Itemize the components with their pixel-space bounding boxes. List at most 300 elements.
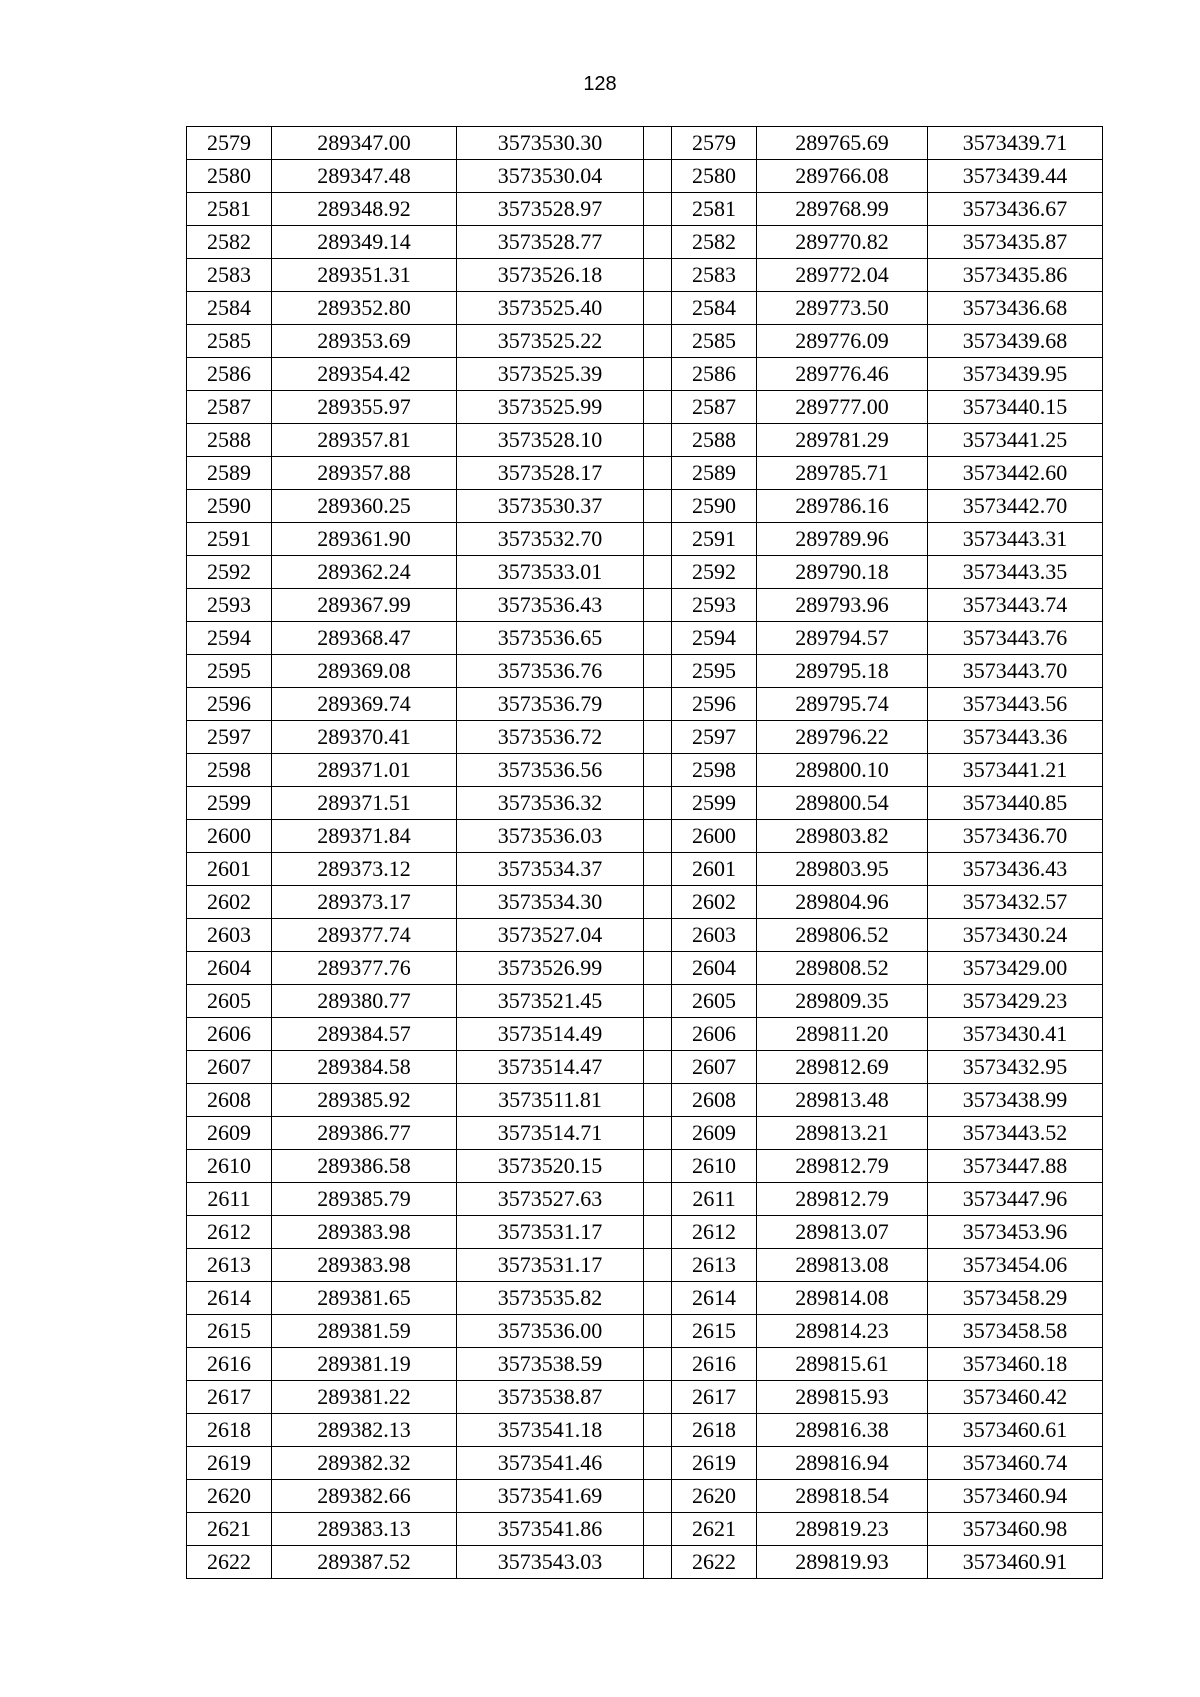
- point-id-left: 2593: [187, 589, 272, 622]
- x-coord-left: 289347.48: [272, 160, 457, 193]
- table-row: [187, 820, 1103, 853]
- x-coord-right: 289814.23: [757, 1315, 928, 1348]
- x-coord-right: 289816.94: [757, 1447, 928, 1480]
- spacer-cell: [644, 1447, 672, 1480]
- table-row: [187, 952, 1103, 985]
- y-coord-left: 3573530.30: [457, 127, 644, 160]
- table-row: [187, 721, 1103, 754]
- table-row: [187, 226, 1103, 259]
- table-row: [187, 160, 1103, 193]
- point-id-right: 2609: [672, 1117, 757, 1150]
- y-coord-left: 3573534.30: [457, 886, 644, 919]
- x-coord-left: 289371.51: [272, 787, 457, 820]
- x-coord-right: 289815.61: [757, 1348, 928, 1381]
- point-id-right: 2598: [672, 754, 757, 787]
- y-coord-right: 3573429.23: [928, 985, 1103, 1018]
- y-coord-left: 3573511.81: [457, 1084, 644, 1117]
- spacer-cell: [644, 325, 672, 358]
- table-row: [187, 1513, 1103, 1546]
- table-row: [187, 1249, 1103, 1282]
- y-coord-left: 3573536.79: [457, 688, 644, 721]
- x-coord-right: 289806.52: [757, 919, 928, 952]
- table-row: [187, 325, 1103, 358]
- spacer-cell: [644, 127, 672, 160]
- point-id-left: 2614: [187, 1282, 272, 1315]
- y-coord-right: 3573436.43: [928, 853, 1103, 886]
- x-coord-left: 289381.19: [272, 1348, 457, 1381]
- spacer-cell: [644, 1480, 672, 1513]
- x-coord-right: 289776.09: [757, 325, 928, 358]
- x-coord-left: 289367.99: [272, 589, 457, 622]
- y-coord-right: 3573460.98: [928, 1513, 1103, 1546]
- point-id-left: 2596: [187, 688, 272, 721]
- point-id-right: 2615: [672, 1315, 757, 1348]
- y-coord-right: 3573460.91: [928, 1546, 1103, 1579]
- x-coord-left: 289382.32: [272, 1447, 457, 1480]
- x-coord-right: 289773.50: [757, 292, 928, 325]
- x-coord-left: 289387.52: [272, 1546, 457, 1579]
- y-coord-right: 3573430.41: [928, 1018, 1103, 1051]
- spacer-cell: [644, 1414, 672, 1447]
- point-id-left: 2608: [187, 1084, 272, 1117]
- point-id-left: 2592: [187, 556, 272, 589]
- x-coord-left: 289368.47: [272, 622, 457, 655]
- x-coord-right: 289770.82: [757, 226, 928, 259]
- point-id-left: 2579: [187, 127, 272, 160]
- y-coord-right: 3573454.06: [928, 1249, 1103, 1282]
- y-coord-left: 3573527.63: [457, 1183, 644, 1216]
- point-id-left: 2585: [187, 325, 272, 358]
- x-coord-right: 289814.08: [757, 1282, 928, 1315]
- x-coord-left: 289381.59: [272, 1315, 457, 1348]
- table-row: [187, 1315, 1103, 1348]
- spacer-cell: [644, 1249, 672, 1282]
- y-coord-right: 3573443.56: [928, 688, 1103, 721]
- point-id-left: 2605: [187, 985, 272, 1018]
- point-id-left: 2582: [187, 226, 272, 259]
- y-coord-left: 3573514.49: [457, 1018, 644, 1051]
- table-row: [187, 193, 1103, 226]
- point-id-right: 2601: [672, 853, 757, 886]
- table-row: [187, 1546, 1103, 1579]
- x-coord-left: 289384.58: [272, 1051, 457, 1084]
- spacer-cell: [644, 886, 672, 919]
- x-coord-right: 289777.00: [757, 391, 928, 424]
- y-coord-right: 3573438.99: [928, 1084, 1103, 1117]
- x-coord-right: 289790.18: [757, 556, 928, 589]
- point-id-right: 2597: [672, 721, 757, 754]
- point-id-left: 2606: [187, 1018, 272, 1051]
- point-id-left: 2602: [187, 886, 272, 919]
- point-id-right: 2602: [672, 886, 757, 919]
- spacer-cell: [644, 1183, 672, 1216]
- spacer-cell: [644, 292, 672, 325]
- spacer-cell: [644, 1282, 672, 1315]
- y-coord-right: 3573443.36: [928, 721, 1103, 754]
- table-row: [187, 589, 1103, 622]
- spacer-cell: [644, 688, 672, 721]
- spacer-cell: [644, 193, 672, 226]
- x-coord-right: 289812.69: [757, 1051, 928, 1084]
- point-id-left: 2583: [187, 259, 272, 292]
- y-coord-left: 3573541.86: [457, 1513, 644, 1546]
- point-id-left: 2587: [187, 391, 272, 424]
- y-coord-right: 3573439.68: [928, 325, 1103, 358]
- spacer-cell: [644, 160, 672, 193]
- spacer-cell: [644, 1546, 672, 1579]
- x-coord-left: 289353.69: [272, 325, 457, 358]
- table-row: [187, 391, 1103, 424]
- point-id-left: 2581: [187, 193, 272, 226]
- point-id-right: 2594: [672, 622, 757, 655]
- point-id-right: 2603: [672, 919, 757, 952]
- y-coord-left: 3573528.10: [457, 424, 644, 457]
- spacer-cell: [644, 1216, 672, 1249]
- y-coord-right: 3573435.86: [928, 259, 1103, 292]
- x-coord-left: 289357.88: [272, 457, 457, 490]
- x-coord-left: 289354.42: [272, 358, 457, 391]
- point-id-right: 2614: [672, 1282, 757, 1315]
- y-coord-left: 3573538.59: [457, 1348, 644, 1381]
- x-coord-right: 289813.08: [757, 1249, 928, 1282]
- point-id-left: 2591: [187, 523, 272, 556]
- x-coord-left: 289383.98: [272, 1249, 457, 1282]
- y-coord-left: 3573514.47: [457, 1051, 644, 1084]
- y-coord-left: 3573531.17: [457, 1249, 644, 1282]
- x-coord-left: 289385.79: [272, 1183, 457, 1216]
- y-coord-right: 3573432.95: [928, 1051, 1103, 1084]
- spacer-cell: [644, 523, 672, 556]
- y-coord-left: 3573526.99: [457, 952, 644, 985]
- table-row: [187, 1018, 1103, 1051]
- x-coord-right: 289796.22: [757, 721, 928, 754]
- point-id-right: 2599: [672, 787, 757, 820]
- spacer-cell: [644, 226, 672, 259]
- table-row: [187, 490, 1103, 523]
- y-coord-left: 3573536.43: [457, 589, 644, 622]
- table-row: [187, 1282, 1103, 1315]
- x-coord-left: 289349.14: [272, 226, 457, 259]
- y-coord-left: 3573531.17: [457, 1216, 644, 1249]
- table-row: [187, 259, 1103, 292]
- y-coord-left: 3573528.97: [457, 193, 644, 226]
- x-coord-left: 289380.77: [272, 985, 457, 1018]
- y-coord-right: 3573440.15: [928, 391, 1103, 424]
- x-coord-left: 289352.80: [272, 292, 457, 325]
- spacer-cell: [644, 259, 672, 292]
- x-coord-left: 289381.65: [272, 1282, 457, 1315]
- point-id-left: 2604: [187, 952, 272, 985]
- table-row: [187, 358, 1103, 391]
- table-row: [187, 1216, 1103, 1249]
- x-coord-right: 289795.18: [757, 655, 928, 688]
- x-coord-left: 289357.81: [272, 424, 457, 457]
- point-id-right: 2620: [672, 1480, 757, 1513]
- x-coord-left: 289369.74: [272, 688, 457, 721]
- table-row: [187, 424, 1103, 457]
- spacer-cell: [644, 919, 672, 952]
- point-id-right: 2607: [672, 1051, 757, 1084]
- point-id-left: 2609: [187, 1117, 272, 1150]
- table-row: [187, 1480, 1103, 1513]
- y-coord-right: 3573436.70: [928, 820, 1103, 853]
- y-coord-left: 3573534.37: [457, 853, 644, 886]
- x-coord-left: 289347.00: [272, 127, 457, 160]
- point-id-right: 2617: [672, 1381, 757, 1414]
- x-coord-left: 289386.77: [272, 1117, 457, 1150]
- point-id-right: 2618: [672, 1414, 757, 1447]
- point-id-right: 2611: [672, 1183, 757, 1216]
- point-id-right: 2585: [672, 325, 757, 358]
- y-coord-left: 3573526.18: [457, 259, 644, 292]
- x-coord-right: 289800.10: [757, 754, 928, 787]
- spacer-cell: [644, 1150, 672, 1183]
- y-coord-right: 3573443.70: [928, 655, 1103, 688]
- x-coord-left: 289373.17: [272, 886, 457, 919]
- point-id-right: 2582: [672, 226, 757, 259]
- point-id-left: 2584: [187, 292, 272, 325]
- point-id-right: 2596: [672, 688, 757, 721]
- point-id-left: 2588: [187, 424, 272, 457]
- y-coord-left: 3573525.39: [457, 358, 644, 391]
- y-coord-left: 3573541.18: [457, 1414, 644, 1447]
- point-id-right: 2613: [672, 1249, 757, 1282]
- point-id-left: 2613: [187, 1249, 272, 1282]
- y-coord-right: 3573460.94: [928, 1480, 1103, 1513]
- point-id-right: 2604: [672, 952, 757, 985]
- y-coord-left: 3573543.03: [457, 1546, 644, 1579]
- point-id-right: 2583: [672, 259, 757, 292]
- coordinates-table-body: [187, 127, 1103, 1579]
- spacer-cell: [644, 1018, 672, 1051]
- y-coord-right: 3573443.76: [928, 622, 1103, 655]
- x-coord-right: 289813.21: [757, 1117, 928, 1150]
- x-coord-left: 289348.92: [272, 193, 457, 226]
- point-id-right: 2593: [672, 589, 757, 622]
- y-coord-right: 3573439.95: [928, 358, 1103, 391]
- x-coord-left: 289371.01: [272, 754, 457, 787]
- y-coord-right: 3573435.87: [928, 226, 1103, 259]
- spacer-cell: [644, 1513, 672, 1546]
- y-coord-right: 3573460.18: [928, 1348, 1103, 1381]
- table-row: [187, 457, 1103, 490]
- point-id-right: 2619: [672, 1447, 757, 1480]
- y-coord-right: 3573436.67: [928, 193, 1103, 226]
- y-coord-right: 3573447.88: [928, 1150, 1103, 1183]
- y-coord-right: 3573442.70: [928, 490, 1103, 523]
- y-coord-left: 3573541.46: [457, 1447, 644, 1480]
- point-id-right: 2590: [672, 490, 757, 523]
- x-coord-right: 289815.93: [757, 1381, 928, 1414]
- x-coord-right: 289786.16: [757, 490, 928, 523]
- spacer-cell: [644, 655, 672, 688]
- point-id-left: 2615: [187, 1315, 272, 1348]
- point-id-left: 2594: [187, 622, 272, 655]
- y-coord-left: 3573536.56: [457, 754, 644, 787]
- x-coord-right: 289785.71: [757, 457, 928, 490]
- point-id-left: 2601: [187, 853, 272, 886]
- y-coord-left: 3573535.82: [457, 1282, 644, 1315]
- x-coord-right: 289795.74: [757, 688, 928, 721]
- table-row: [187, 622, 1103, 655]
- x-coord-right: 289768.99: [757, 193, 928, 226]
- spacer-cell: [644, 391, 672, 424]
- point-id-left: 2610: [187, 1150, 272, 1183]
- y-coord-left: 3573536.00: [457, 1315, 644, 1348]
- x-coord-left: 289384.57: [272, 1018, 457, 1051]
- point-id-right: 2579: [672, 127, 757, 160]
- table-row: [187, 1447, 1103, 1480]
- x-coord-right: 289804.96: [757, 886, 928, 919]
- table-row: [187, 886, 1103, 919]
- x-coord-right: 289766.08: [757, 160, 928, 193]
- x-coord-left: 289383.13: [272, 1513, 457, 1546]
- y-coord-right: 3573439.44: [928, 160, 1103, 193]
- y-coord-left: 3573521.45: [457, 985, 644, 1018]
- point-id-right: 2605: [672, 985, 757, 1018]
- point-id-right: 2587: [672, 391, 757, 424]
- point-id-left: 2598: [187, 754, 272, 787]
- x-coord-right: 289789.96: [757, 523, 928, 556]
- point-id-right: 2589: [672, 457, 757, 490]
- x-coord-right: 289818.54: [757, 1480, 928, 1513]
- point-id-right: 2621: [672, 1513, 757, 1546]
- x-coord-right: 289812.79: [757, 1183, 928, 1216]
- x-coord-left: 289382.66: [272, 1480, 457, 1513]
- y-coord-left: 3573520.15: [457, 1150, 644, 1183]
- spacer-cell: [644, 424, 672, 457]
- table-row: [187, 1084, 1103, 1117]
- point-id-right: 2586: [672, 358, 757, 391]
- y-coord-right: 3573442.60: [928, 457, 1103, 490]
- table-row: [187, 787, 1103, 820]
- y-coord-right: 3573441.25: [928, 424, 1103, 457]
- point-id-left: 2597: [187, 721, 272, 754]
- point-id-left: 2622: [187, 1546, 272, 1579]
- x-coord-right: 289816.38: [757, 1414, 928, 1447]
- x-coord-right: 289803.95: [757, 853, 928, 886]
- y-coord-right: 3573460.42: [928, 1381, 1103, 1414]
- y-coord-left: 3573536.32: [457, 787, 644, 820]
- point-id-left: 2607: [187, 1051, 272, 1084]
- table-row: [187, 853, 1103, 886]
- point-id-right: 2606: [672, 1018, 757, 1051]
- x-coord-left: 289386.58: [272, 1150, 457, 1183]
- x-coord-left: 289351.31: [272, 259, 457, 292]
- x-coord-left: 289369.08: [272, 655, 457, 688]
- point-id-right: 2584: [672, 292, 757, 325]
- y-coord-right: 3573430.24: [928, 919, 1103, 952]
- point-id-left: 2589: [187, 457, 272, 490]
- x-coord-right: 289819.93: [757, 1546, 928, 1579]
- spacer-cell: [644, 622, 672, 655]
- point-id-left: 2580: [187, 160, 272, 193]
- point-id-left: 2619: [187, 1447, 272, 1480]
- x-coord-left: 289382.13: [272, 1414, 457, 1447]
- table-row: [187, 1183, 1103, 1216]
- point-id-left: 2618: [187, 1414, 272, 1447]
- table-row: [187, 523, 1103, 556]
- table-row: [187, 1381, 1103, 1414]
- spacer-cell: [644, 1348, 672, 1381]
- table-row: [187, 127, 1103, 160]
- y-coord-right: 3573443.31: [928, 523, 1103, 556]
- table-row: [187, 919, 1103, 952]
- x-coord-right: 289800.54: [757, 787, 928, 820]
- x-coord-right: 289811.20: [757, 1018, 928, 1051]
- spacer-cell: [644, 820, 672, 853]
- spacer-cell: [644, 1084, 672, 1117]
- x-coord-right: 289808.52: [757, 952, 928, 985]
- page-number: 128: [583, 73, 617, 95]
- y-coord-left: 3573530.04: [457, 160, 644, 193]
- y-coord-left: 3573538.87: [457, 1381, 644, 1414]
- point-id-left: 2620: [187, 1480, 272, 1513]
- x-coord-right: 289772.04: [757, 259, 928, 292]
- x-coord-right: 289813.07: [757, 1216, 928, 1249]
- x-coord-right: 289793.96: [757, 589, 928, 622]
- point-id-right: 2592: [672, 556, 757, 589]
- x-coord-right: 289765.69: [757, 127, 928, 160]
- y-coord-left: 3573532.70: [457, 523, 644, 556]
- x-coord-right: 289781.29: [757, 424, 928, 457]
- table-row: [187, 292, 1103, 325]
- spacer-cell: [644, 1381, 672, 1414]
- table-row: [187, 688, 1103, 721]
- x-coord-right: 289803.82: [757, 820, 928, 853]
- spacer-cell: [644, 952, 672, 985]
- table-row: [187, 556, 1103, 589]
- y-coord-left: 3573536.76: [457, 655, 644, 688]
- x-coord-right: 289813.48: [757, 1084, 928, 1117]
- point-id-right: 2600: [672, 820, 757, 853]
- y-coord-left: 3573525.99: [457, 391, 644, 424]
- y-coord-right: 3573432.57: [928, 886, 1103, 919]
- y-coord-right: 3573458.58: [928, 1315, 1103, 1348]
- y-coord-right: 3573439.71: [928, 127, 1103, 160]
- table-row: [187, 655, 1103, 688]
- point-id-left: 2590: [187, 490, 272, 523]
- spacer-cell: [644, 985, 672, 1018]
- y-coord-right: 3573458.29: [928, 1282, 1103, 1315]
- spacer-cell: [644, 721, 672, 754]
- spacer-cell: [644, 853, 672, 886]
- point-id-left: 2595: [187, 655, 272, 688]
- x-coord-left: 289361.90: [272, 523, 457, 556]
- y-coord-left: 3573536.65: [457, 622, 644, 655]
- y-coord-right: 3573443.74: [928, 589, 1103, 622]
- point-id-right: 2616: [672, 1348, 757, 1381]
- x-coord-right: 289809.35: [757, 985, 928, 1018]
- x-coord-left: 289360.25: [272, 490, 457, 523]
- spacer-cell: [644, 457, 672, 490]
- table-row: [187, 1348, 1103, 1381]
- y-coord-right: 3573453.96: [928, 1216, 1103, 1249]
- x-coord-left: 289362.24: [272, 556, 457, 589]
- y-coord-left: 3573533.01: [457, 556, 644, 589]
- point-id-left: 2603: [187, 919, 272, 952]
- point-id-right: 2588: [672, 424, 757, 457]
- x-coord-left: 289381.22: [272, 1381, 457, 1414]
- y-coord-left: 3573536.72: [457, 721, 644, 754]
- point-id-left: 2612: [187, 1216, 272, 1249]
- y-coord-right: 3573440.85: [928, 787, 1103, 820]
- x-coord-left: 289355.97: [272, 391, 457, 424]
- point-id-left: 2600: [187, 820, 272, 853]
- spacer-cell: [644, 787, 672, 820]
- point-id-right: 2612: [672, 1216, 757, 1249]
- point-id-right: 2581: [672, 193, 757, 226]
